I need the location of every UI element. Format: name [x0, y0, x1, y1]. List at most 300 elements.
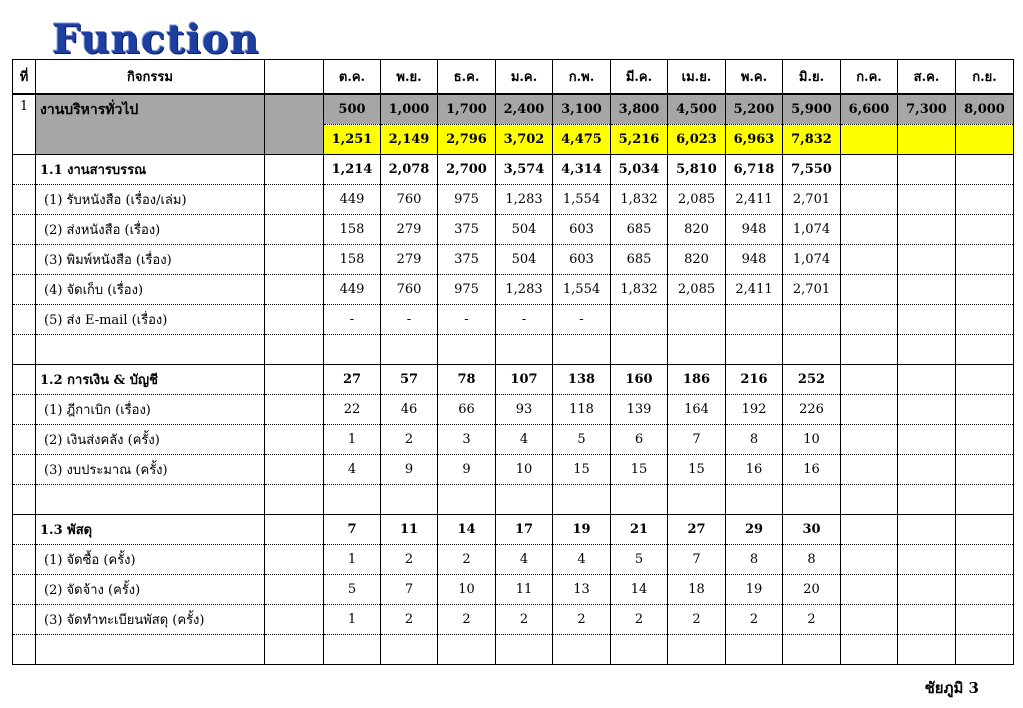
value-cell: 449: [324, 185, 381, 215]
header-month: พ.ย.: [381, 60, 438, 95]
value-cell: 7,550: [783, 155, 841, 185]
table-row: [13, 395, 1014, 425]
actual-cell: 2,149: [381, 125, 438, 155]
value-cell: 164: [668, 395, 726, 425]
value-cell: [956, 635, 1014, 665]
value-cell: [956, 185, 1014, 215]
value-cell: 30: [783, 515, 841, 545]
target-cell: 2,400: [496, 94, 553, 125]
row-no: [13, 605, 36, 635]
value-cell: 7: [381, 575, 438, 605]
row-no: [13, 215, 36, 245]
value-cell: [956, 395, 1014, 425]
value-cell: 1: [324, 605, 381, 635]
value-cell: [783, 305, 841, 335]
value-cell: 17: [496, 515, 553, 545]
value-cell: [841, 185, 898, 215]
value-cell: -: [553, 305, 611, 335]
value-cell: 10: [783, 425, 841, 455]
row-blank: [265, 425, 324, 455]
value-cell: 57: [381, 365, 438, 395]
row-no: [13, 515, 36, 545]
value-cell: -: [381, 305, 438, 335]
row-blank: [265, 605, 324, 635]
value-cell: 7: [668, 425, 726, 455]
value-cell: 160: [611, 365, 668, 395]
actual-cell: 2,796: [438, 125, 496, 155]
row-label: [36, 335, 265, 365]
value-cell: [956, 455, 1014, 485]
value-cell: [841, 305, 898, 335]
value-cell: 4: [553, 545, 611, 575]
row-blank: [265, 575, 324, 605]
value-cell: 2,411: [726, 185, 783, 215]
value-cell: 1: [324, 545, 381, 575]
row-label: (1) จัดซื้อ (ครั้ง): [36, 545, 265, 575]
value-cell: [726, 635, 783, 665]
value-cell: [898, 455, 956, 485]
row-blank: [265, 245, 324, 275]
value-cell: 19: [726, 575, 783, 605]
target-cell: 5,900: [783, 94, 841, 125]
target-cell: 3,800: [611, 94, 668, 125]
target-cell: 1,700: [438, 94, 496, 125]
value-cell: 2,411: [726, 275, 783, 305]
section-row: [13, 365, 1014, 395]
value-cell: 760: [381, 185, 438, 215]
row-blank: [265, 395, 324, 425]
value-cell: 216: [726, 365, 783, 395]
value-cell: [668, 635, 726, 665]
value-cell: [783, 485, 841, 515]
header-blank: [265, 60, 324, 95]
value-cell: 14: [438, 515, 496, 545]
value-cell: 19: [553, 515, 611, 545]
value-cell: [956, 215, 1014, 245]
value-cell: 107: [496, 365, 553, 395]
row-no: [13, 425, 36, 455]
value-cell: 13: [553, 575, 611, 605]
header-month: พ.ค.: [726, 60, 783, 95]
value-cell: 2: [438, 545, 496, 575]
value-cell: [898, 545, 956, 575]
row-label: (5) ส่ง E-mail (เรื่อง): [36, 305, 265, 335]
value-cell: 252: [783, 365, 841, 395]
row-label: [36, 485, 265, 515]
value-cell: 449: [324, 275, 381, 305]
value-cell: [898, 305, 956, 335]
value-cell: 15: [668, 455, 726, 485]
actual-cell: 7,832: [783, 125, 841, 155]
value-cell: 4: [496, 425, 553, 455]
row-label: 1.1 งานสารบรรณ: [36, 155, 265, 185]
value-cell: 18: [668, 575, 726, 605]
value-cell: [381, 635, 438, 665]
header-month: ต.ค.: [324, 60, 381, 95]
value-cell: [553, 635, 611, 665]
value-cell: 8: [726, 545, 783, 575]
value-cell: [381, 335, 438, 365]
value-cell: 9: [438, 455, 496, 485]
target-cell: 8,000: [956, 94, 1014, 125]
row-blank: [265, 485, 324, 515]
row-no: [13, 365, 36, 395]
value-cell: 685: [611, 215, 668, 245]
value-cell: 3: [438, 425, 496, 455]
header-no: ที่: [13, 60, 36, 95]
value-cell: [898, 635, 956, 665]
value-cell: 66: [438, 395, 496, 425]
row-blank: [265, 365, 324, 395]
header-row: [13, 60, 1014, 95]
table-row: [13, 305, 1014, 335]
value-cell: 279: [381, 215, 438, 245]
actual-cell: [956, 125, 1014, 155]
row-label: (3) งบประมาณ (ครั้ง): [36, 455, 265, 485]
value-cell: 2: [783, 605, 841, 635]
value-cell: 16: [726, 455, 783, 485]
value-cell: 1,074: [783, 215, 841, 245]
value-cell: 118: [553, 395, 611, 425]
value-cell: [956, 425, 1014, 455]
value-cell: [956, 515, 1014, 545]
row-no: [13, 635, 36, 665]
value-cell: 4,314: [553, 155, 611, 185]
table-row: [13, 545, 1014, 575]
value-cell: 29: [726, 515, 783, 545]
value-cell: [898, 155, 956, 185]
value-cell: [841, 245, 898, 275]
value-cell: [783, 335, 841, 365]
value-cell: [898, 275, 956, 305]
header-month: ธ.ค.: [438, 60, 496, 95]
target-cell: 1,000: [381, 94, 438, 125]
value-cell: 8: [726, 425, 783, 455]
value-cell: 375: [438, 215, 496, 245]
value-cell: 5: [553, 425, 611, 455]
value-cell: [898, 485, 956, 515]
value-cell: 2: [611, 605, 668, 635]
value-cell: 7: [668, 545, 726, 575]
value-cell: [841, 395, 898, 425]
table-row: [13, 425, 1014, 455]
value-cell: 2: [553, 605, 611, 635]
value-cell: 5: [324, 575, 381, 605]
value-cell: [841, 575, 898, 605]
value-cell: [956, 245, 1014, 275]
value-cell: [496, 335, 553, 365]
value-cell: 1,832: [611, 185, 668, 215]
row-blank: [265, 515, 324, 545]
value-cell: [956, 545, 1014, 575]
value-cell: 279: [381, 245, 438, 275]
function-table: [12, 59, 1014, 665]
value-cell: [898, 335, 956, 365]
value-cell: 158: [324, 245, 381, 275]
row-label: 1.2 การเงิน & บัญชี: [36, 365, 265, 395]
value-cell: 27: [668, 515, 726, 545]
table-row: [13, 275, 1014, 305]
value-cell: [611, 485, 668, 515]
row-label: (2) เงินส่งคลัง (ครั้ง): [36, 425, 265, 455]
header-month: มี.ค.: [611, 60, 668, 95]
value-cell: [611, 335, 668, 365]
value-cell: [898, 245, 956, 275]
value-cell: [553, 335, 611, 365]
value-cell: [324, 485, 381, 515]
row-label: (3) จัดทำทะเบียนพัสดุ (ครั้ง): [36, 605, 265, 635]
value-cell: [841, 365, 898, 395]
row-label: (1) รับหนังสือ (เรื่อง/เล่ม): [36, 185, 265, 215]
value-cell: 226: [783, 395, 841, 425]
row-no: [13, 395, 36, 425]
value-cell: [841, 275, 898, 305]
value-cell: [841, 425, 898, 455]
row-no: [13, 485, 36, 515]
value-cell: 11: [381, 515, 438, 545]
row-label: (2) ส่งหนังสือ (เรื่อง): [36, 215, 265, 245]
value-cell: 2: [438, 605, 496, 635]
row-no: [13, 455, 36, 485]
value-cell: 603: [553, 215, 611, 245]
table-row: [13, 485, 1014, 515]
value-cell: [898, 365, 956, 395]
actual-cell: 3,702: [496, 125, 553, 155]
value-cell: 192: [726, 395, 783, 425]
value-cell: 2: [668, 605, 726, 635]
value-cell: 4: [324, 455, 381, 485]
row-no: [13, 545, 36, 575]
actual-cell: 6,963: [726, 125, 783, 155]
footer-label: ชัยภูมิ 3: [924, 679, 979, 697]
table-row: [13, 335, 1014, 365]
value-cell: [898, 575, 956, 605]
table-row: [13, 575, 1014, 605]
target-cell: 6,600: [841, 94, 898, 125]
value-cell: 5,810: [668, 155, 726, 185]
value-cell: 2,701: [783, 275, 841, 305]
value-cell: [898, 425, 956, 455]
value-cell: 820: [668, 215, 726, 245]
value-cell: [956, 365, 1014, 395]
header-month: ก.ย.: [956, 60, 1014, 95]
value-cell: 158: [324, 215, 381, 245]
row-label: (1) ฎีกาเบิก (เรื่อง): [36, 395, 265, 425]
value-cell: [841, 215, 898, 245]
actual-cell: 4,475: [553, 125, 611, 155]
table-row: [13, 605, 1014, 635]
value-cell: 2: [381, 605, 438, 635]
actual-cell: [898, 125, 956, 155]
row-no: [13, 305, 36, 335]
value-cell: 1,283: [496, 185, 553, 215]
value-cell: 21: [611, 515, 668, 545]
target-cell: 4,500: [668, 94, 726, 125]
value-cell: [324, 635, 381, 665]
value-cell: [956, 605, 1014, 635]
value-cell: [438, 335, 496, 365]
value-cell: 27: [324, 365, 381, 395]
value-cell: 948: [726, 245, 783, 275]
table-row: [13, 185, 1014, 215]
value-cell: [841, 485, 898, 515]
actual-cell: 1,251: [324, 125, 381, 155]
value-cell: [324, 335, 381, 365]
value-cell: [898, 395, 956, 425]
value-cell: 5: [611, 545, 668, 575]
row-blank: [265, 215, 324, 245]
value-cell: 3,574: [496, 155, 553, 185]
value-cell: [956, 575, 1014, 605]
value-cell: 78: [438, 365, 496, 395]
value-cell: 2: [496, 605, 553, 635]
value-cell: 2: [726, 605, 783, 635]
value-cell: 1: [324, 425, 381, 455]
value-cell: [496, 485, 553, 515]
value-cell: [726, 335, 783, 365]
value-cell: [496, 635, 553, 665]
header-month: ส.ค.: [898, 60, 956, 95]
value-cell: [438, 485, 496, 515]
value-cell: [956, 335, 1014, 365]
value-cell: [841, 515, 898, 545]
row-blank: [265, 635, 324, 665]
value-cell: [841, 635, 898, 665]
value-cell: [668, 305, 726, 335]
value-cell: 2,078: [381, 155, 438, 185]
row-no: [13, 575, 36, 605]
value-cell: [726, 305, 783, 335]
value-cell: 6: [611, 425, 668, 455]
row-blank: [265, 155, 324, 185]
section-row: [13, 515, 1014, 545]
row-blank: [265, 335, 324, 365]
value-cell: 975: [438, 185, 496, 215]
value-cell: 685: [611, 245, 668, 275]
value-cell: [381, 485, 438, 515]
value-cell: 2,085: [668, 185, 726, 215]
value-cell: 10: [438, 575, 496, 605]
actual-cell: [841, 125, 898, 155]
value-cell: 1,214: [324, 155, 381, 185]
value-cell: 1,283: [496, 275, 553, 305]
target-cell: 500: [324, 94, 381, 125]
value-cell: 20: [783, 575, 841, 605]
actual-cell: 6,023: [668, 125, 726, 155]
header-month: ก.ค.: [841, 60, 898, 95]
value-cell: 2,701: [783, 185, 841, 215]
value-cell: 10: [496, 455, 553, 485]
value-cell: 2: [381, 545, 438, 575]
value-cell: [841, 545, 898, 575]
actual-cell: 5,216: [611, 125, 668, 155]
value-cell: 5,034: [611, 155, 668, 185]
value-cell: [898, 215, 956, 245]
value-cell: 1,074: [783, 245, 841, 275]
row-label: [36, 635, 265, 665]
value-cell: [841, 335, 898, 365]
group-target-row: [13, 94, 1014, 125]
value-cell: [956, 275, 1014, 305]
group-label: งานบริหารทั่วไป: [36, 94, 265, 155]
value-cell: 15: [611, 455, 668, 485]
value-cell: [783, 635, 841, 665]
value-cell: 375: [438, 245, 496, 275]
value-cell: 948: [726, 215, 783, 245]
value-cell: 504: [496, 215, 553, 245]
value-cell: 504: [496, 245, 553, 275]
row-no: [13, 335, 36, 365]
value-cell: [898, 605, 956, 635]
value-cell: 22: [324, 395, 381, 425]
value-cell: 975: [438, 275, 496, 305]
value-cell: 138: [553, 365, 611, 395]
row-blank: [265, 545, 324, 575]
value-cell: 7: [324, 515, 381, 545]
value-cell: 16: [783, 455, 841, 485]
value-cell: [553, 485, 611, 515]
header-month: มิ.ย.: [783, 60, 841, 95]
value-cell: 93: [496, 395, 553, 425]
header-month: เม.ย.: [668, 60, 726, 95]
value-cell: [726, 485, 783, 515]
target-cell: 5,200: [726, 94, 783, 125]
row-label: (3) พิมพ์หนังสือ (เรื่อง): [36, 245, 265, 275]
target-cell: 7,300: [898, 94, 956, 125]
value-cell: 1,554: [553, 185, 611, 215]
value-cell: 14: [611, 575, 668, 605]
value-cell: 139: [611, 395, 668, 425]
value-cell: [898, 185, 956, 215]
group-no: 1: [13, 94, 36, 155]
row-label: (4) จัดเก็บ (เรื่อง): [36, 275, 265, 305]
value-cell: -: [324, 305, 381, 335]
table-row: [13, 455, 1014, 485]
value-cell: 8: [783, 545, 841, 575]
row-blank: [265, 455, 324, 485]
value-cell: 15: [553, 455, 611, 485]
value-cell: [611, 635, 668, 665]
value-cell: 6,718: [726, 155, 783, 185]
row-label: (2) จัดจ้าง (ครั้ง): [36, 575, 265, 605]
value-cell: [438, 635, 496, 665]
value-cell: [668, 485, 726, 515]
value-cell: [956, 485, 1014, 515]
value-cell: [841, 155, 898, 185]
header-month: ก.พ.: [553, 60, 611, 95]
value-cell: 760: [381, 275, 438, 305]
row-blank: [265, 275, 324, 305]
value-cell: 186: [668, 365, 726, 395]
row-no: [13, 155, 36, 185]
group-blank: [265, 94, 324, 155]
value-cell: [898, 515, 956, 545]
value-cell: [611, 305, 668, 335]
value-cell: 11: [496, 575, 553, 605]
value-cell: 9: [381, 455, 438, 485]
value-cell: 2,700: [438, 155, 496, 185]
target-cell: 3,100: [553, 94, 611, 125]
row-no: [13, 245, 36, 275]
value-cell: [841, 605, 898, 635]
row-no: [13, 275, 36, 305]
value-cell: [956, 305, 1014, 335]
row-label: 1.3 พัสดุ: [36, 515, 265, 545]
value-cell: 46: [381, 395, 438, 425]
value-cell: 1,554: [553, 275, 611, 305]
header-month: ม.ค.: [496, 60, 553, 95]
value-cell: -: [438, 305, 496, 335]
